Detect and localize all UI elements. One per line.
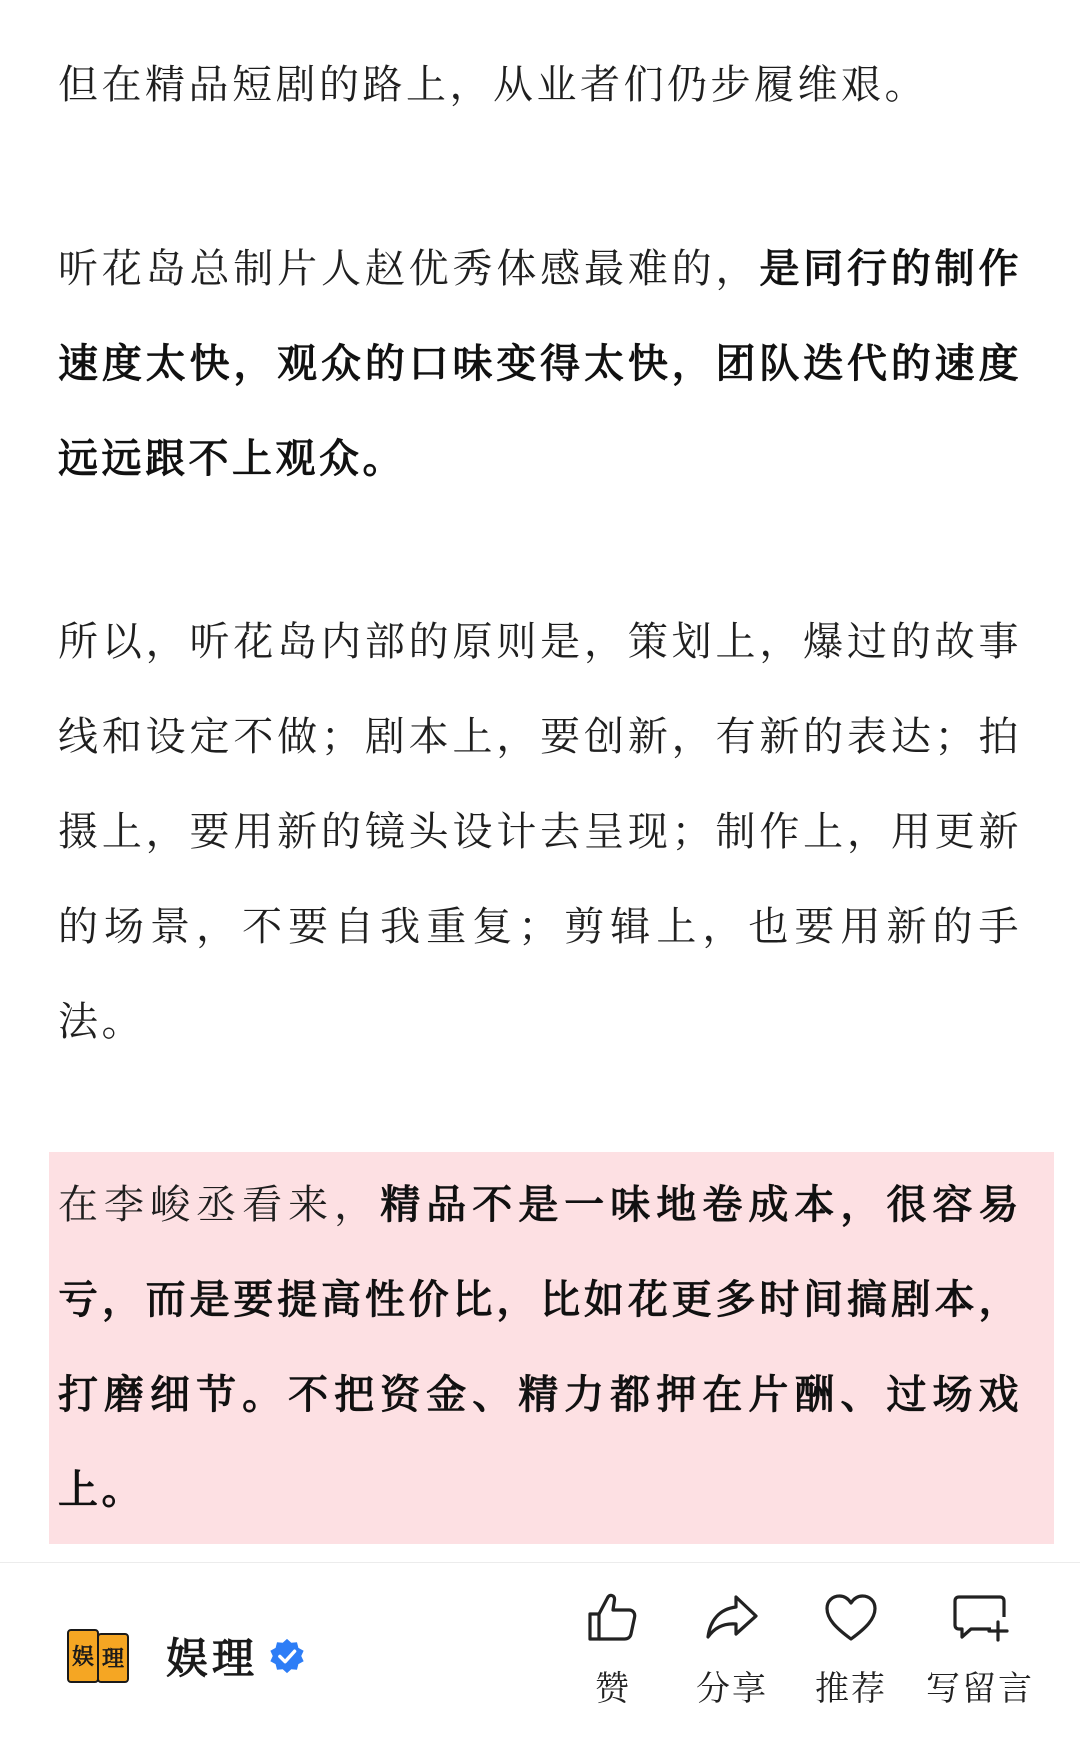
paragraph-2-normal-text: 听花岛总制片人赵优秀体感最难的， — [58, 246, 760, 292]
like-button[interactable] — [553, 1589, 673, 1710]
like-label: 赞 — [595, 1669, 631, 1709]
author-info[interactable] — [66, 1611, 306, 1701]
recommend-label: 推荐 — [815, 1669, 887, 1709]
paragraph-4-normal-text: 在李峻丞看来， — [58, 1182, 381, 1228]
paragraph-1-text: 但在精品短剧的路上，从业者们仍步履维艰。 — [58, 62, 928, 108]
verified-badge-icon — [268, 1637, 306, 1675]
paragraph-3-text: 所以，听花岛内部的原则是，策划上，爆过的故事线和设定不做；剧本上，要创新，有新的表达；拍摄上，要用新的镜头设计去呈现；制作上，用更新的场景，不要自我重复；剪辑上，也要用新的手法。 — [58, 619, 1022, 1045]
paragraph-2 — [58, 222, 1022, 507]
write-comment-button[interactable] — [910, 1589, 1050, 1710]
write-comment-label: 写留言 — [926, 1669, 1034, 1709]
paragraph-1 — [58, 38, 1022, 133]
share-button[interactable] — [672, 1589, 792, 1710]
bottom-action-bar — [0, 1562, 1080, 1760]
author-avatar[interactable] — [66, 1624, 130, 1688]
paragraph-4-highlighted — [58, 1158, 1022, 1538]
share-arrow-icon — [703, 1589, 761, 1647]
recommend-button[interactable] — [791, 1589, 911, 1710]
avatar-text-1: 娱 — [71, 1645, 95, 1670]
paragraph-2-bold-text: 是同行的制作速度太快，观众的口味变得太快，团队迭代的速度远远跟不上观众。 — [58, 246, 1023, 482]
comment-plus-icon — [951, 1589, 1009, 1647]
paragraph-4-bold-text: 精品不是一味地卷成本，很容易亏，而是要提高性价比，比如花更多时间搞剧本，打磨细节。不把资金、精力都押在片酬、过场戏上。 — [58, 1182, 1023, 1513]
heart-icon — [822, 1589, 880, 1647]
paragraph-3 — [58, 595, 1022, 1070]
share-label: 分享 — [696, 1669, 768, 1709]
avatar-text-2: 理 — [101, 1647, 125, 1672]
avatar-logo-icon — [66, 1624, 130, 1688]
author-name[interactable]: 娱理 — [166, 1634, 259, 1683]
thumbs-up-icon — [584, 1589, 642, 1647]
